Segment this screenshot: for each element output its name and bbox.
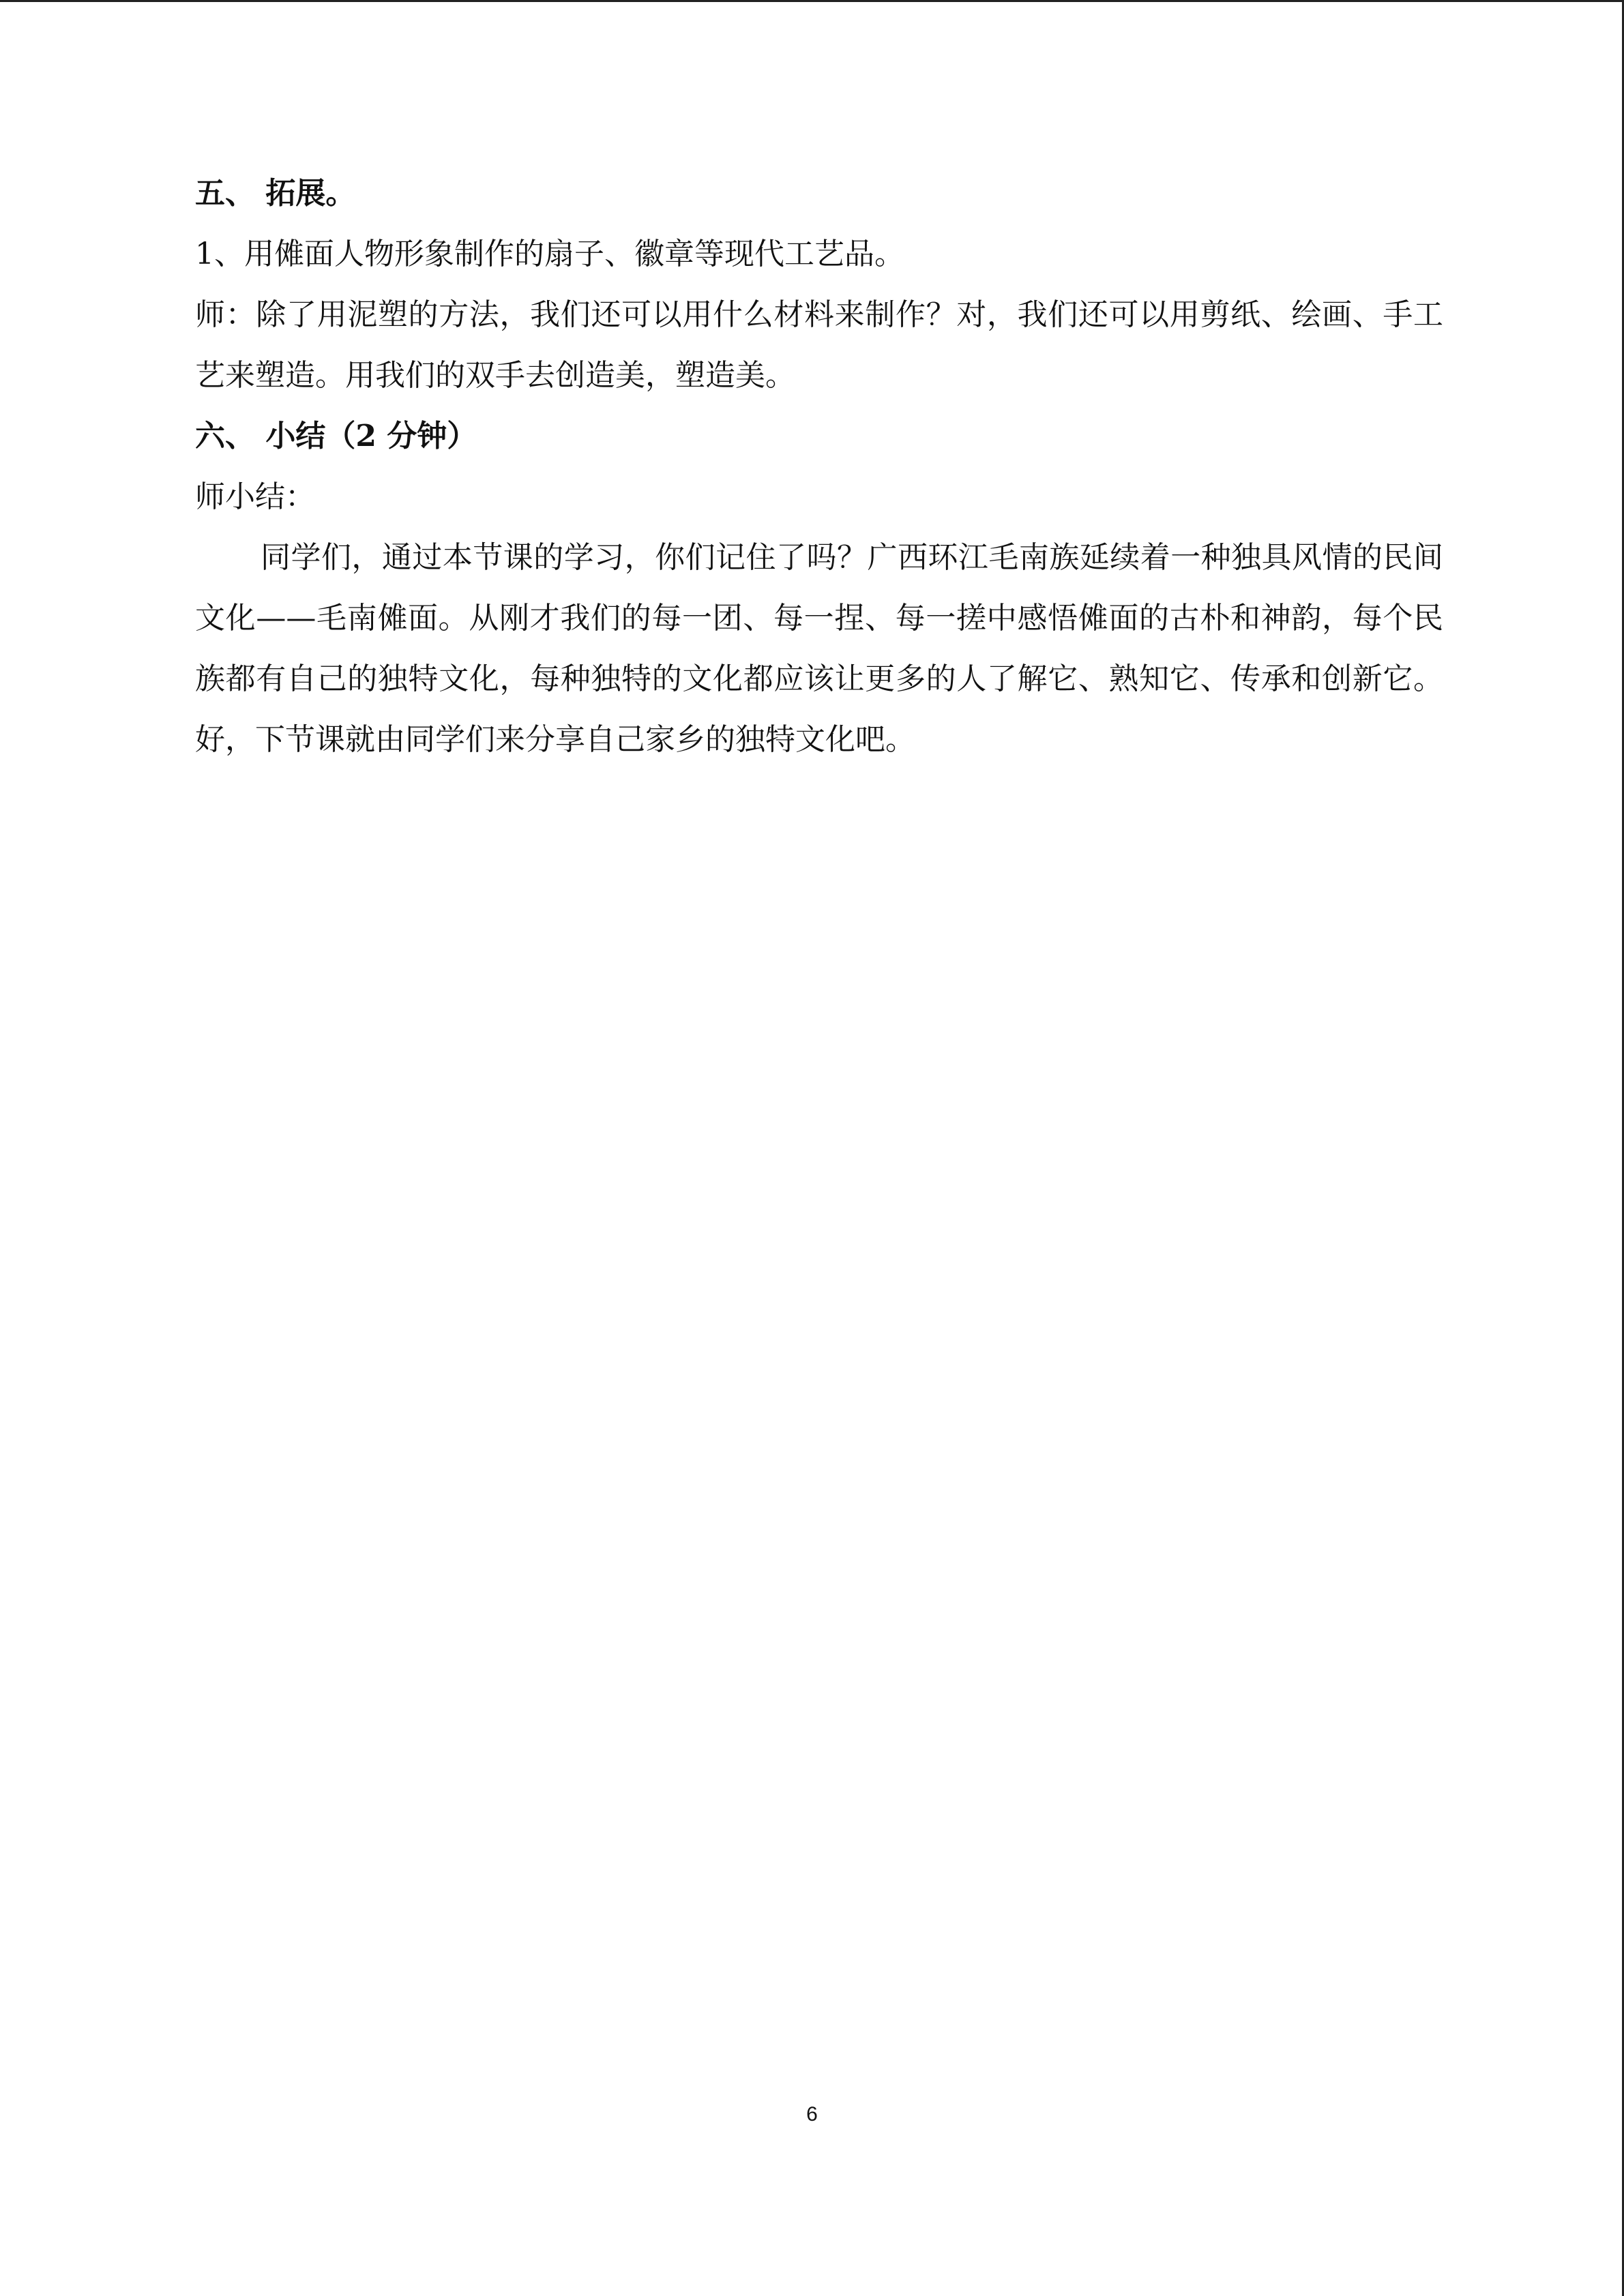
section-heading-summary: 六、 小结（2 分钟） (195, 419, 477, 453)
section-heading-extension: 五、 拓展。 (195, 176, 356, 211)
summary-paragraph: 同学们，通过本节课的学习，你们记住了吗？广西环江毛南族延续着一种独具风情的民间文化——毛南傩面。从刚才我们的每一团、每一捏、每一搓中感悟傩面的古朴和神韵，每个民族都有自己的独特文化，每种独特的文化都应该让更多的人了解它、熟知它、传承和创新它。好，下节课就由同学们来分享自己家乡的独特文化吧。 (195, 540, 1443, 757)
document-body (195, 163, 1443, 770)
summary-label: 师小结： (195, 479, 315, 514)
extension-item: 1、用傩面人物形象制作的扇子、徽章等现代工艺品。 (195, 237, 904, 271)
extension-teacher-text: 师：除了用泥塑的方法，我们还可以用什么材料来制作？对，我们还可以用剪纸、绘画、手工艺来塑造。用我们的双手去创造美，塑造美。 (195, 297, 1443, 393)
page-number: 6 (806, 2103, 818, 2126)
